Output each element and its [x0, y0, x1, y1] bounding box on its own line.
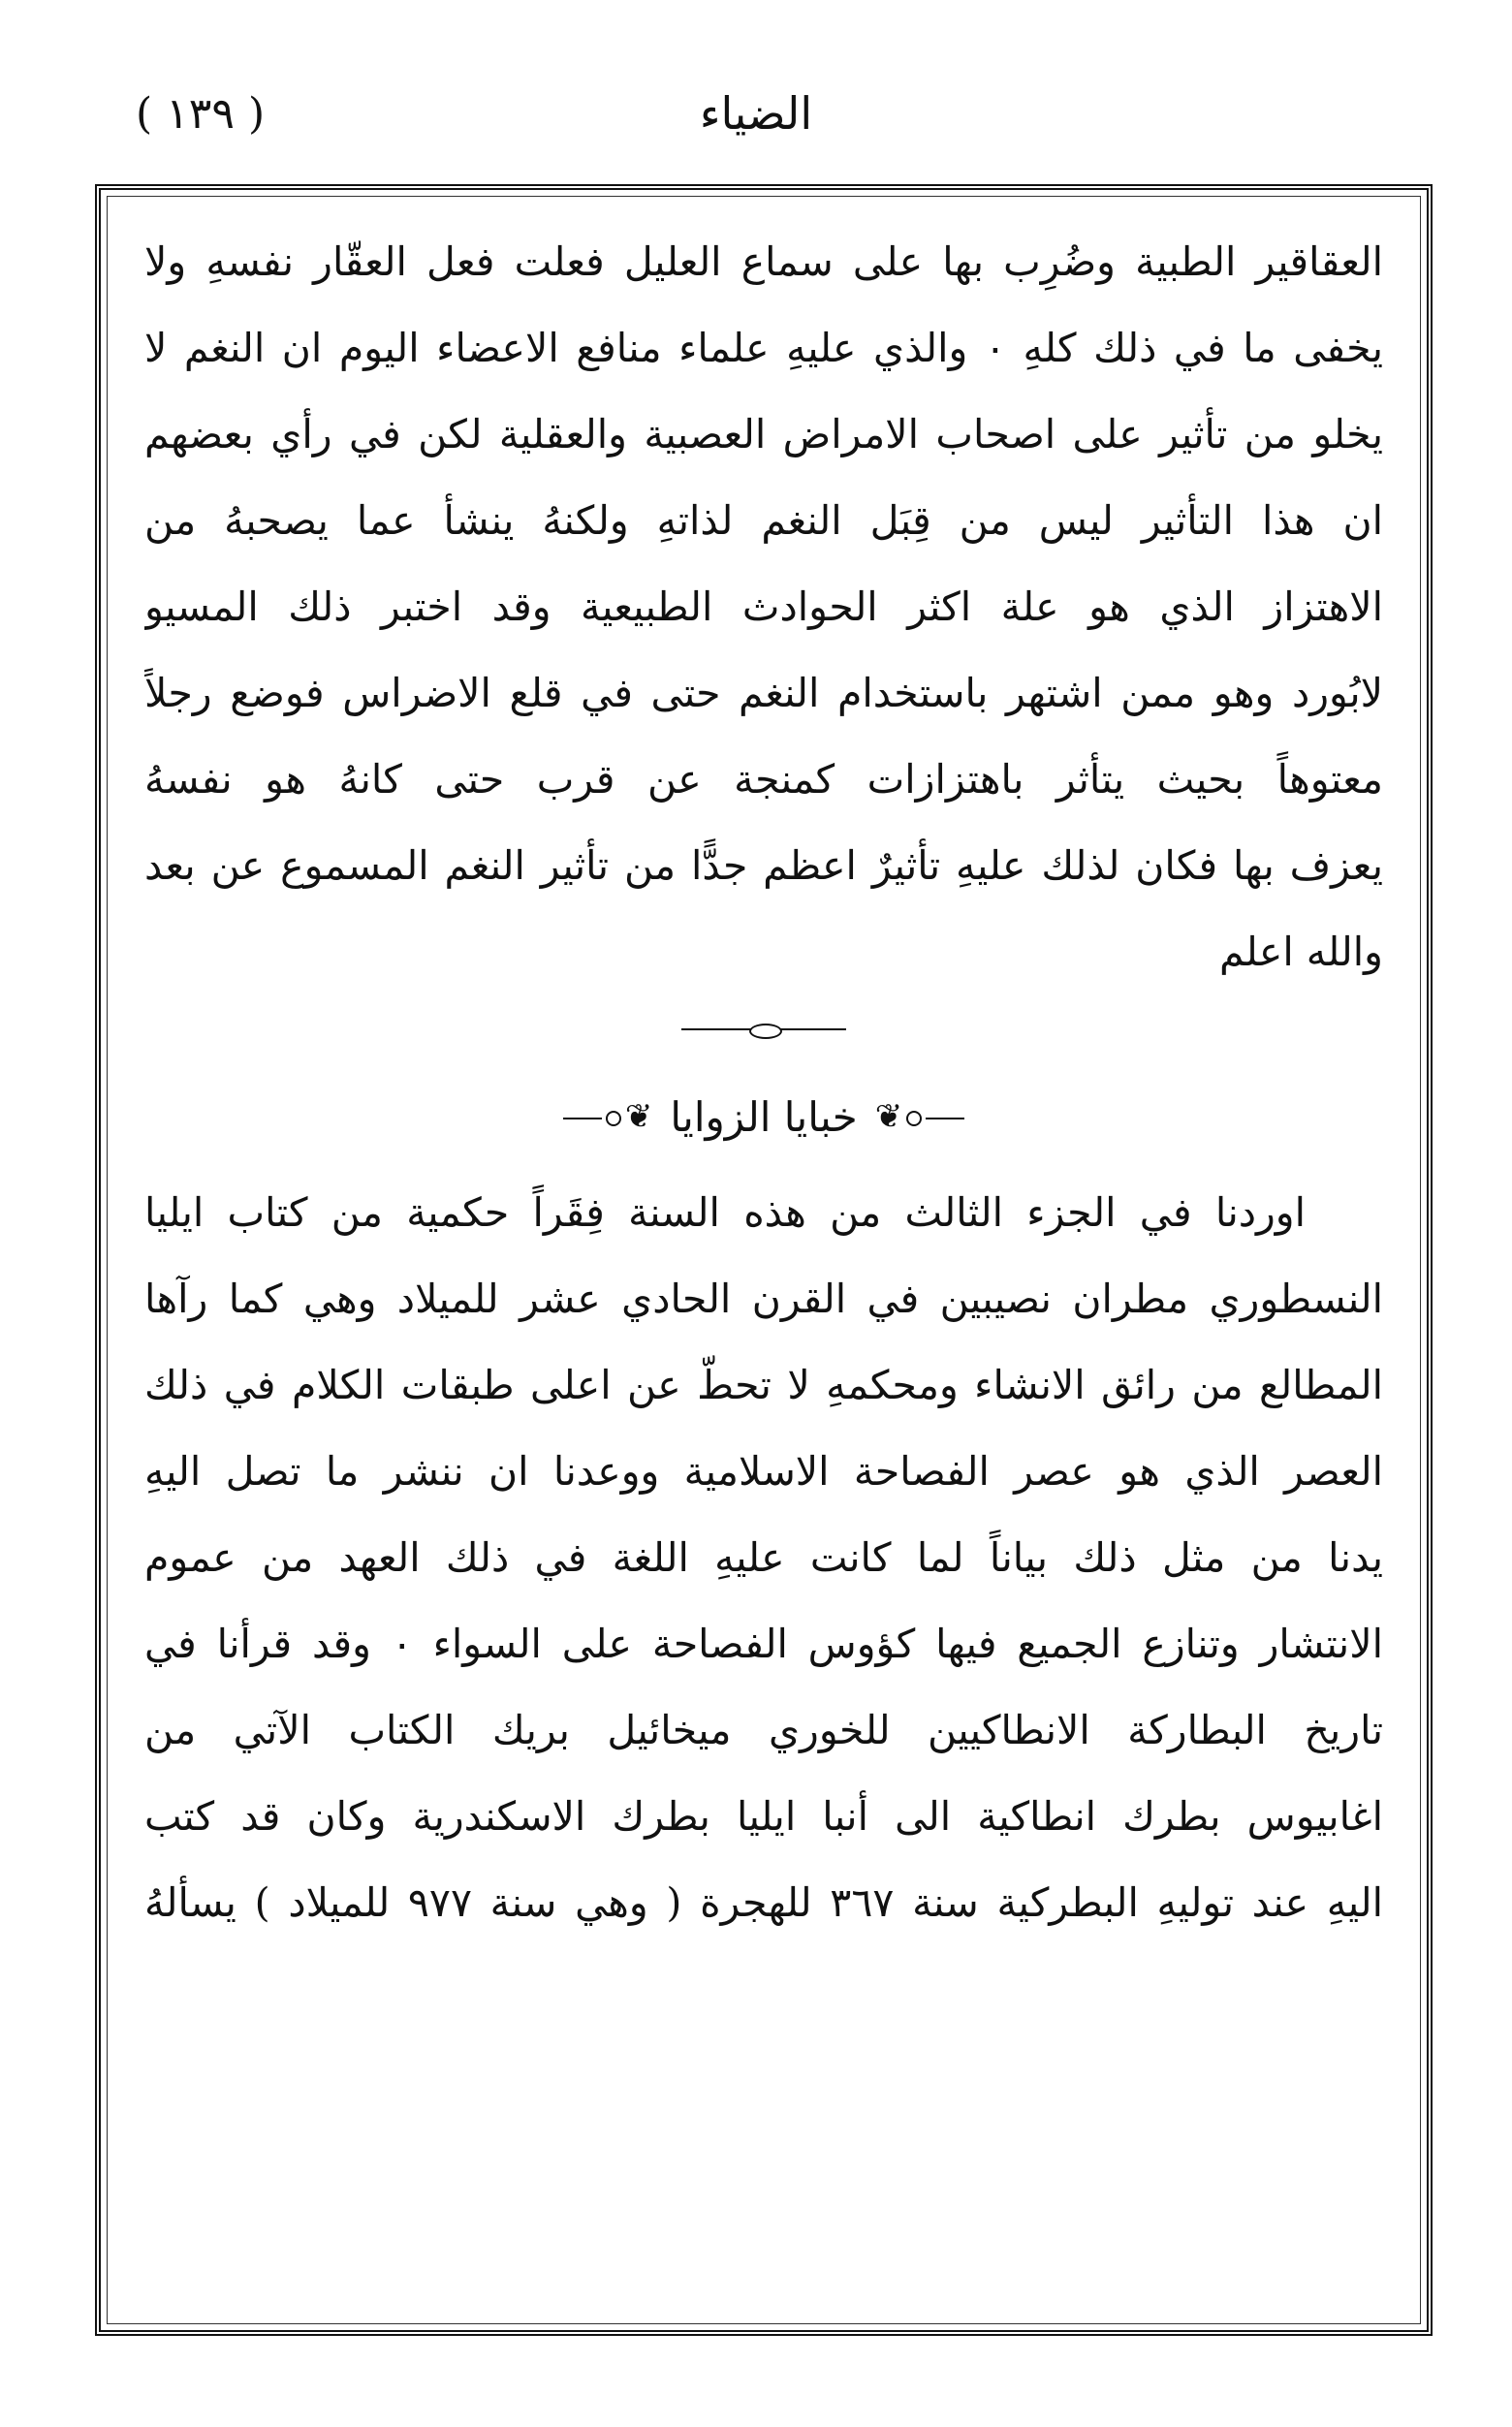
text-line: الاهتزاز الذي هو علة اكثر الحوادث الطبيعية وقد اختبر ذلك المسيو	[144, 583, 1383, 630]
section-title: خبايا الزوايا	[670, 1092, 858, 1141]
text-line: يخفى ما في ذلك كلهِ ٠ والذي عليهِ علماء منافع الاعضاء اليوم ان النغم لا	[144, 325, 1383, 371]
text-line: والله اعلم	[1219, 929, 1383, 975]
text-line: تاريخ البطاركة الانطاكيين للخوري ميخائيل بريك الكتاب الآتي من	[144, 1707, 1383, 1753]
text-line: يخلو من تأثير على اصحاب الامراض العصبية والعقلية لكن في رأي بعضهم	[144, 411, 1383, 457]
text-line: ان هذا التأثير ليس من قِبَل النغم لذاتهِ ولكنهُ ينشأ عما يصحبهُ من	[144, 497, 1383, 544]
text-line: يدنا من مثل ذلك بياناً لما كانت عليهِ اللغة في ذلك العهد من عموم	[144, 1534, 1383, 1581]
text-line: النسطوري مطران نصيبين في القرن الحادي عشر للميلاد وهي كما رآها	[144, 1276, 1383, 1322]
text-line: اليهِ عند توليهِ البطركية سنة ٣٦٧ للهجرة ( وهي سنة ٩٧٧ للميلاد ) يسألهُ	[144, 1879, 1383, 1926]
divider-ornament	[681, 1026, 846, 1032]
text-line: معتوهاً بحيث يتأثر باهتزازات كمنجة عن قرب حتى كانهُ هو نفسهُ	[144, 756, 1383, 803]
text-line: اوردنا في الجزء الثالث من هذه السنة فِقَراً حكمية من كتاب ايليا	[144, 1189, 1306, 1236]
text-line: العصر الذي هو عصر الفصاحة الاسلامية ووعدنا ان ننشر ما تصل اليهِ	[144, 1448, 1383, 1495]
text-line: العقاقير الطبية وضُرِب بها على سماع العليل فعلت فعل العقّار نفسهِ ولا	[144, 238, 1383, 285]
text-frame	[95, 184, 1433, 2336]
ornament-right: ❦	[875, 1097, 965, 1136]
page-number: ( ١٣٩ )	[136, 89, 266, 139]
text-line: المطالع من رائق الانشاء ومحكمهِ لا تحطّ عن اعلى طبقات الكلام في ذلك	[144, 1362, 1383, 1408]
page-header	[97, 68, 1415, 174]
running-title: الضياء	[699, 87, 813, 140]
section-heading	[144, 1063, 1383, 1170]
page-body	[144, 219, 1383, 2301]
section-divider	[144, 995, 1383, 1063]
text-line: لابُورد وهو ممن اشتهر باستخدام النغم حتى في قلع الاضراس فوضع رجلاً	[144, 670, 1383, 716]
text-line: يعزف بها فكان لذلك عليهِ تأثيرٌ اعظم جدًّا من تأثير النغم المسموع عن بعد	[144, 842, 1383, 889]
ornament-left: ❦	[563, 1097, 653, 1136]
text-line: اغابيوس بطرك انطاكية الى أنبا ايليا بطرك الاسكندرية وكان قد كتب	[144, 1793, 1383, 1840]
text-line: الانتشار وتنازع الجميع فيها كؤوس الفصاحة على السواء ٠ وقد قرأنا في	[144, 1621, 1383, 1667]
